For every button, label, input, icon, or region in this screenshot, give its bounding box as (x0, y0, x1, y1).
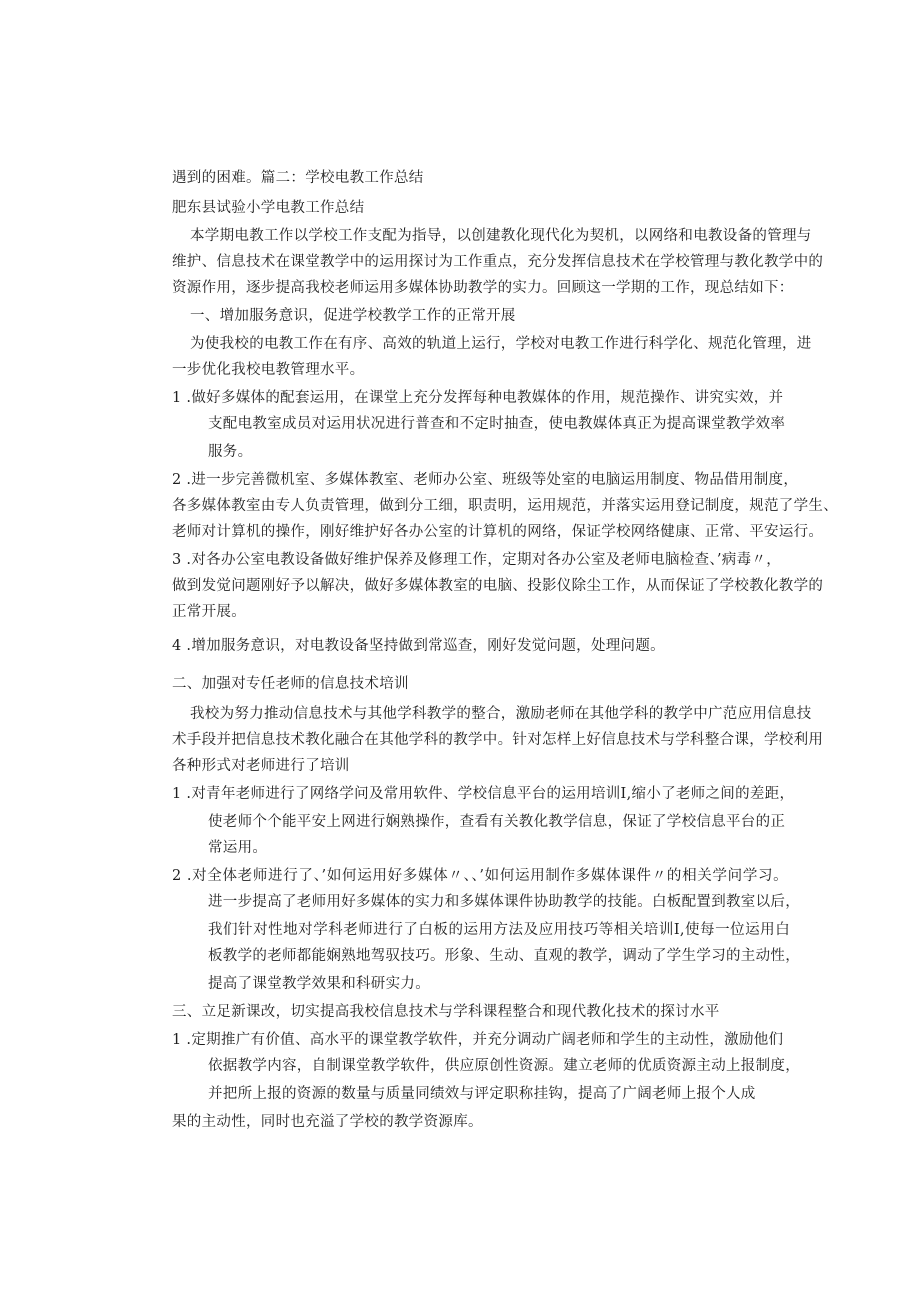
list-item-cont: 服务。 (208, 444, 253, 460)
list-item: 1 .对青年老师进行了网络学问及常用软件、学校信息平台的运用培训I,缩小了老师之间的差距， (172, 786, 795, 802)
list-item-cont: 各多媒体教室由专人负责管理，做到分工细，职责明，运用规范，并落实运用登记制度，规范了学生、 (172, 498, 838, 514)
list-item: 3 .对各办公室电教设备做好维护保养及修理工作，定期对各办公室及老师电脑检查、’病毒〃， (172, 552, 781, 568)
paragraph-line: 一步优化我校电教管理水平。 (172, 362, 365, 378)
list-item-cont: 依据教学内容，自制课堂教学软件，供应原创性资源。建立老师的优质资源主动上报制度， (208, 1058, 800, 1074)
section-heading: 三、立足新课改，切实提高我校信息技术与学科课程整合和现代教化技术的探讨水平 (172, 1004, 720, 1020)
paragraph-line: 我校为努力推动信息技术与其他学科教学的整合，激励老师在其他学科的教学中广范应用信息技 (190, 706, 812, 722)
list-item-cont: 板教学的老师都能娴熟地驾驭技巧。形象、生动、直观的教学，调动了学生学习的主动性， (208, 948, 800, 964)
list-item-cont: 常运用。 (208, 840, 268, 856)
paragraph-line: 资源作用，逐步提高我校老师运用多媒体协助教学的实力。回顾这一学期的工作，现总结如下： (172, 280, 794, 296)
list-item-cont: 果的主动性，同时也充溢了学校的教学资源库。 (172, 1114, 483, 1130)
list-item: 1 .定期推广有价值、高水平的课堂教学软件，并充分调动广阔老师和学生的主动性，激励他们 (172, 1032, 784, 1048)
doc-title: 肥东县试验小学电教工作总结 (172, 200, 365, 216)
section-heading: 一、增加服务意识，促进学校教学工作的正常开展 (190, 308, 516, 324)
paragraph-line: 术手段并把信息技术教化融合在其他学科的教学中。针对怎样上好信息技术与学科整合课，学校利用 (172, 732, 824, 748)
list-item-cont: 支配电教室成员对运用状况进行普查和不定时抽查，使电教媒体真正为提高课堂教学效率 (208, 416, 786, 432)
list-item-cont: 进一步提高了老师用好多媒体的实力和多媒体课件协助教学的技能。白板配置到教室以后， (208, 894, 800, 910)
list-item: 1 .做好多媒体的配套运用，在课堂上充分发挥每种电教媒体的作用，规范操作、讲究实效，并 (172, 390, 784, 406)
list-item-cont: 老师对计算机的操作，刚好维护好各办公室的计算机的网络，保证学校网络健康、正常、平安运行。 (172, 524, 824, 540)
intro-line: 遇到的困难。篇二：学校电教工作总结 (172, 170, 424, 186)
paragraph-line: 各种形式对老师进行了培训 (172, 758, 350, 774)
paragraph-line: 维护、信息技术在课堂教学中的运用探讨为工作重点，充分发挥信息技术在学校管理与教化教学中的 (172, 254, 824, 270)
section-heading: 二、加强对专任老师的信息技术培训 (172, 676, 409, 692)
list-item-cont: 做到发觉问题刚好予以解决，做好多媒体教室的电脑、投影仪除尘工作，从而保证了学校教化教学的 (172, 578, 824, 594)
list-item: 4 .增加服务意识，对电教设备坚持做到常巡查，刚好发觉问题，处理问题。 (172, 638, 665, 654)
list-item-cont: 并把所上报的资源的数量与质量同绩效与评定职称挂钩，提高了广阔老师上报个人成 (208, 1086, 756, 1102)
list-item-cont: 提高了课堂教学效果和科研实力。 (208, 976, 430, 992)
list-item-cont: 正常开展。 (172, 604, 246, 620)
list-item: 2 .对全体老师进行了、’如何运用好多媒体〃、、’如何运用制作多媒体课件〃的相关学问学习。 (172, 868, 788, 884)
list-item-cont: 我们针对性地对学科老师进行了白板的运用方法及应用技巧等相关培训I,使每一位运用白 (208, 922, 790, 938)
paragraph-line: 为使我校的电教工作在有序、高效的轨道上运行，学校对电教工作进行科学化、规范化管理，进 (190, 336, 812, 352)
list-item: 2 .进一步完善微机室、多媒体教室、老师办公室、班级等处室的电脑运用制度、物品借用制度， (172, 472, 799, 488)
paragraph-line: 本学期电教工作以学校工作支配为指导，以创建教化现代化为契机，以网络和电教设备的管理与 (190, 228, 812, 244)
list-item-cont: 使老师个个能平安上网进行娴熟操作，查看有关教化教学信息，保证了学校信息平台的正 (208, 814, 786, 830)
